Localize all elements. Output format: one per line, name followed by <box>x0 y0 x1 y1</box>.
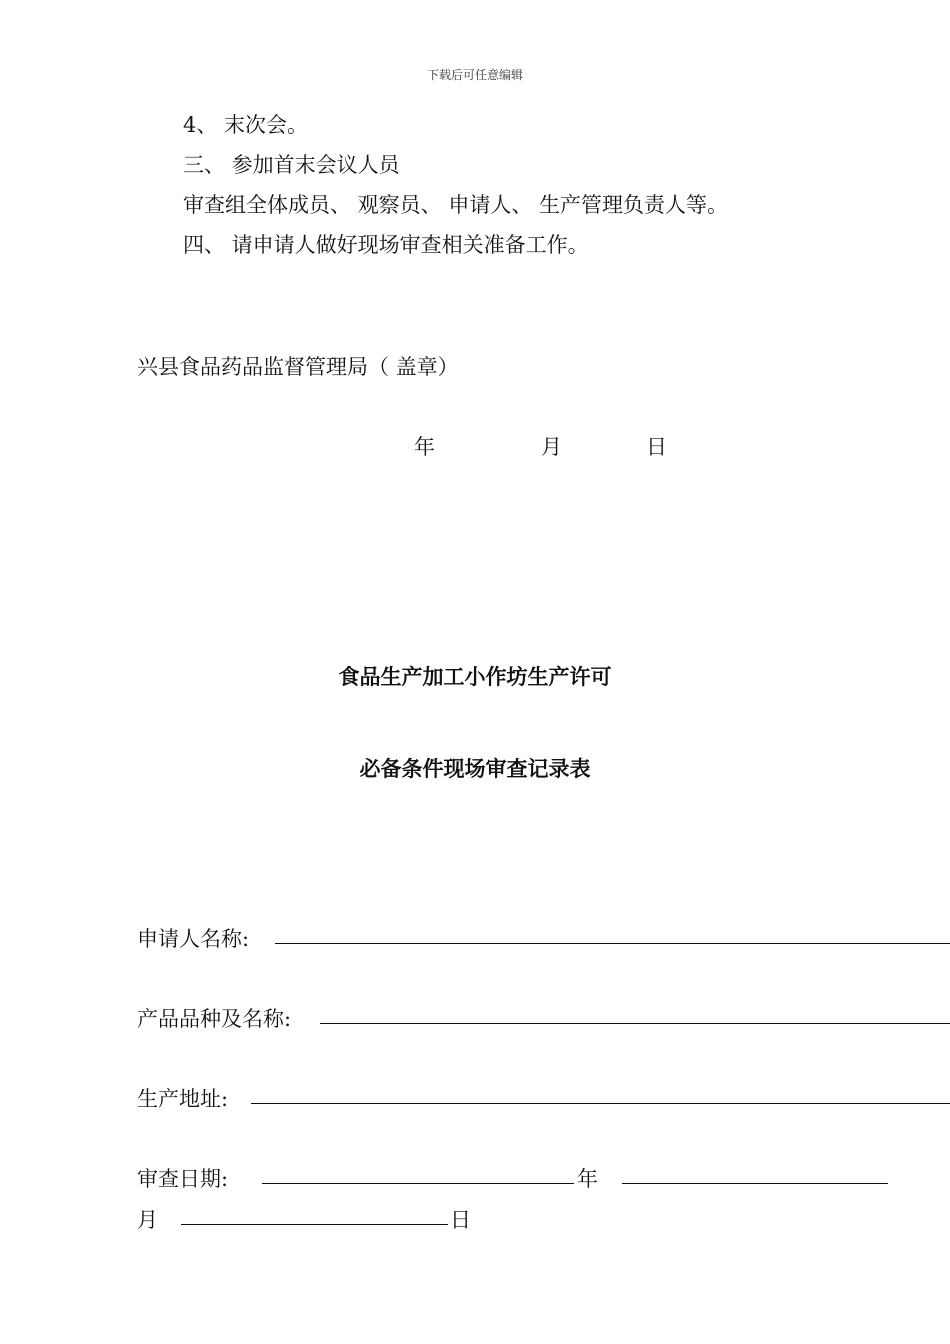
applicant-name-field[interactable] <box>275 943 950 944</box>
date-month-label: 月 <box>541 435 562 459</box>
form-title-line-2: 必备条件现场审查记录表 <box>359 757 591 781</box>
notice-item-4: 4、 末次会。 <box>183 113 309 137</box>
header-note: 下载后可任意编辑 <box>426 68 523 82</box>
review-day-field[interactable] <box>181 1224 448 1225</box>
review-year-field[interactable] <box>262 1183 574 1184</box>
review-date-label: 审查日期: <box>137 1167 229 1191</box>
applicant-name-label: 申请人名称: <box>137 927 250 951</box>
date-day-label: 日 <box>646 435 667 459</box>
review-month-field[interactable] <box>622 1183 888 1184</box>
section-3-body: 审查组全体成员、 观察员、 申请人、 生产管理负责人等。 <box>183 193 729 217</box>
issuer-seal-line: 兴县食品药品监督管理局（ 盖章） <box>137 355 459 379</box>
form-title-line-1: 食品生产加工小作坊生产许可 <box>338 665 612 689</box>
review-year-label: 年 <box>577 1167 598 1191</box>
address-field[interactable] <box>251 1103 950 1104</box>
section-3-heading: 三、 参加首末会议人员 <box>183 153 400 177</box>
review-day-label: 日 <box>450 1208 471 1232</box>
section-4: 四、 请申请人做好现场审查相关准备工作。 <box>183 233 589 257</box>
date-year-label: 年 <box>414 435 435 459</box>
review-month-label: 月 <box>137 1208 158 1232</box>
address-label: 生产地址: <box>137 1087 229 1111</box>
product-field[interactable] <box>320 1023 950 1024</box>
product-label: 产品品种及名称: <box>137 1007 292 1031</box>
